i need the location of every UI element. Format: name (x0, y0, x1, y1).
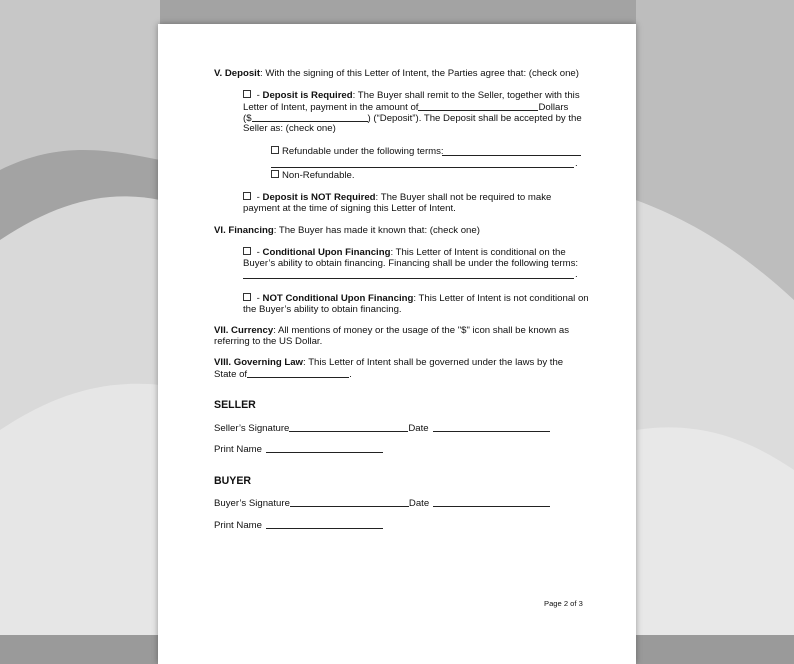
seller-date-blank[interactable] (433, 422, 550, 432)
financing-terms-blank[interactable] (243, 278, 574, 279)
refundable-terms-blank-2[interactable] (271, 167, 574, 168)
buyer-heading: BUYER (214, 475, 252, 487)
law-heading: VIII. Governing Law (214, 357, 304, 368)
not-conditional-financing-checkbox[interactable] (243, 293, 251, 301)
amount-figures-blank[interactable] (252, 112, 368, 122)
conditional-financing-label: Conditional Upon Financing (262, 247, 391, 258)
buyer-print-blank[interactable] (266, 519, 383, 529)
law-line2: State of . (214, 369, 352, 380)
deposit-required-label: Deposit is Required (262, 90, 353, 101)
state-blank[interactable] (247, 368, 349, 378)
financing-conditional-line2: Buyer’s ability to obtain financing. Financing shall be under the following terms: (243, 258, 579, 269)
deposit-required-line4: Seller as: (check one) (243, 123, 336, 134)
buyer-date-blank[interactable] (433, 497, 550, 507)
deposit-required-line1: - Deposit is Required: The Buyer shall remit to the Seller, together with this (243, 90, 580, 101)
non-refundable-option: Non-Refundable. (271, 170, 355, 181)
refundable-checkbox[interactable] (271, 146, 279, 154)
financing-terms-period: . (575, 269, 578, 280)
seller-print-blank[interactable] (266, 443, 383, 453)
refundable-terms-period: . (575, 158, 578, 169)
amount-words-blank[interactable] (418, 101, 538, 111)
financing-not-conditional-line2: the Buyer’s ability to obtain financing. (243, 304, 402, 315)
deposit-required-checkbox[interactable] (243, 90, 251, 98)
currency-line1: VII. Currency: All mentions of money or the usage of the "$" icon shall be known as (214, 325, 570, 336)
conditional-financing-checkbox[interactable] (243, 247, 251, 255)
deposit-heading: V. Deposit (214, 68, 261, 79)
document-page (158, 24, 636, 664)
seller-heading: SELLER (214, 399, 256, 411)
deposit-not-required-line1: - Deposit is NOT Required: The Buyer shall not be required to make (243, 192, 551, 203)
deposit-not-required-checkbox[interactable] (243, 192, 251, 200)
financing-heading: VI. Financing (214, 225, 274, 236)
refundable-terms-blank[interactable] (442, 155, 581, 156)
law-line1: VIII. Governing Law: This Letter of Intent shall be governed under the laws by the (214, 357, 564, 368)
currency-heading: VII. Currency (214, 325, 274, 336)
seller-signature-blank[interactable] (289, 422, 408, 432)
currency-line2: referring to the US Dollar. (214, 336, 323, 347)
seller-print-row: Print Name (214, 443, 383, 455)
buyer-print-row: Print Name (214, 519, 383, 531)
seller-signature-row: Seller’s Signature Date (214, 422, 550, 434)
financing-intro: VI. Financing: The Buyer has made it known that: (check one) (214, 225, 480, 236)
financing-not-conditional-line1: - NOT Conditional Upon Financing: This Letter of Intent is not conditional on (243, 293, 589, 304)
deposit-not-required-line2: payment at the time of signing this Letter of Intent. (243, 203, 456, 214)
deposit-intro: V. Deposit: With the signing of this Letter of Intent, the Parties agree that: (check one) (214, 68, 579, 79)
financing-conditional-line1: - Conditional Upon Financing: This Letter of Intent is conditional on the (243, 247, 566, 258)
deposit-required-line3: ($ ) (“Deposit”). The Deposit shall be accepted by the (243, 113, 582, 124)
buyer-signature-blank[interactable] (290, 497, 409, 507)
non-refundable-checkbox[interactable] (271, 170, 279, 178)
not-conditional-financing-label: NOT Conditional Upon Financing (262, 293, 414, 304)
buyer-signature-row: Buyer’s Signature Date (214, 497, 550, 509)
refundable-option: Refundable under the following terms: (271, 146, 444, 157)
deposit-required-line2: Letter of Intent, payment in the amount of Dollars (243, 102, 569, 113)
deposit-not-required-label: Deposit is NOT Required (262, 192, 376, 203)
page-number: Page 2 of 3 (544, 599, 583, 608)
